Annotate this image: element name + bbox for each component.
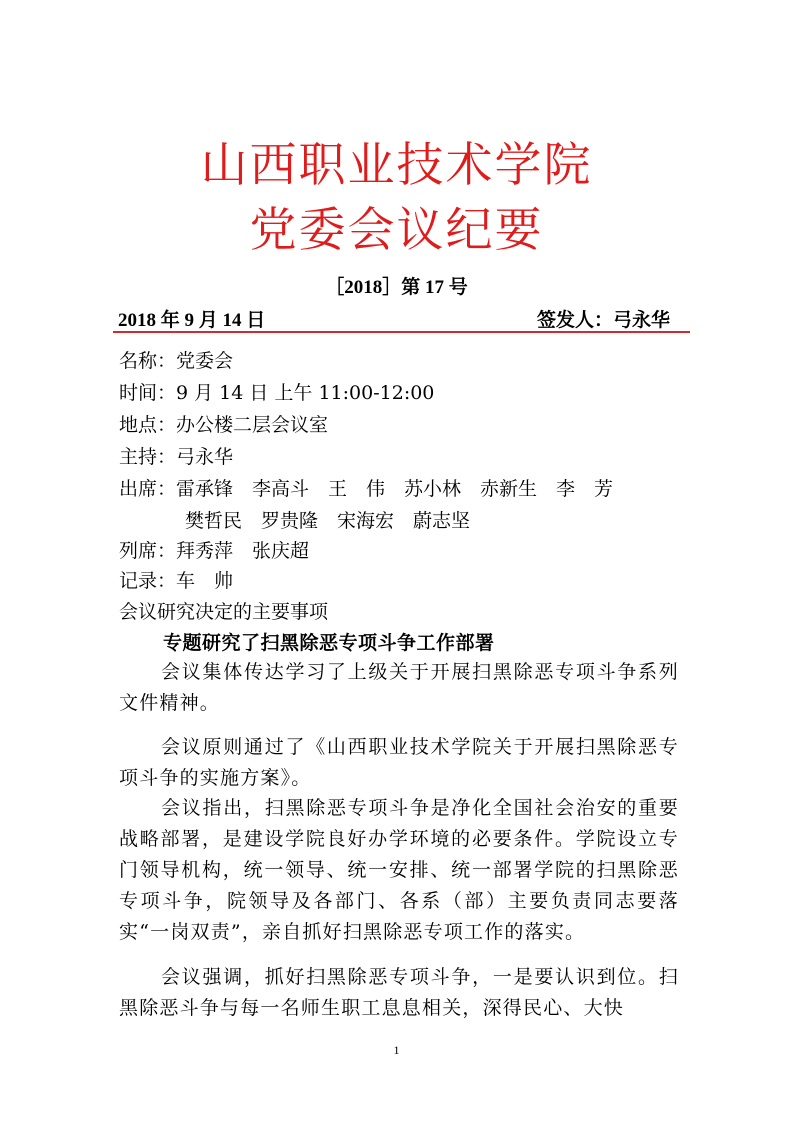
paragraph: 会议原则通过了《山西职业技术学院关于开展扫黑除恶专项斗争的实施方案》。 (119, 736, 679, 789)
meeting-recorder: 记录：车 帅 (119, 570, 234, 592)
page-number: 1 (393, 1043, 400, 1057)
meeting-host: 主持：弓永华 (119, 446, 234, 468)
section-heading: 会议研究决定的主要事项 (119, 601, 329, 623)
meeting-place: 地点：办公楼二层会议室 (119, 414, 329, 436)
document-title-line2: 党委会议纪要 (249, 203, 544, 258)
attendees-names-1: 雷承锋 李高斗 王 伟 苏小林 赤新生 李 芳 (176, 478, 614, 500)
paragraph: 会议指出，扫黑除恶专项斗争是净化全国社会治安的重要战略部署，是建设学院良好办学环境的必要条件。学院设立专门领导机构，统一领导、统一安排、统一部署学院的扫黑除恶专项斗争，院领导及各部门、各系（部）主要负责同志要落实“一岗双责”，亲自抓好扫黑除恶专项工作的落实。 (119, 797, 679, 943)
meeting-observers: 列席：拜秀萍 张庆超 (119, 540, 310, 562)
paragraph: 会议强调，抓好扫黑除恶专项斗争，一是要认识到位。扫黑除恶斗争与每一名师生职工息息相关，深得民心、大快 (119, 966, 679, 1019)
header-divider (113, 331, 690, 333)
issue-date: 2018 年 9 月 14 日 (118, 310, 266, 331)
attendees-row-1 (119, 474, 613, 501)
paragraph: 会议集体传达学习了上级关于开展扫黑除恶专项斗争系列文件精神。 (119, 661, 679, 714)
document-title-line1: 山西职业技术学院 (200, 138, 593, 193)
date-signer-line (118, 305, 678, 332)
attendees-label: 出席： (119, 478, 177, 500)
subheading: 专题研究了扫黑除恶专项斗争工作部署 (163, 632, 495, 654)
signer: 签发人：弓永华 (536, 310, 670, 331)
document-number: ［2018］第 17 号 (325, 277, 468, 298)
meeting-name: 名称：党委会 (119, 350, 234, 372)
attendees-names-2: 樊哲民 罗贵隆 宋海宏 蔚志坚 (185, 510, 471, 532)
meeting-time: 时间：9 月 14 日 上午 11:00-12:00 (119, 382, 435, 404)
